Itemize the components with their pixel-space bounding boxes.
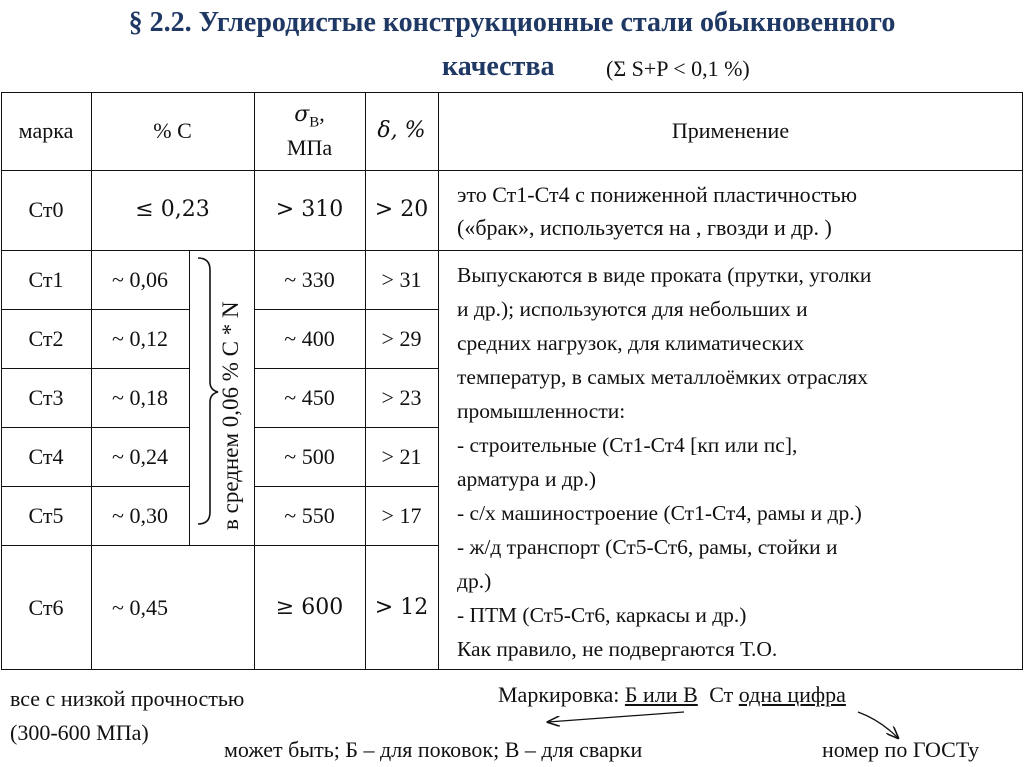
row-elongation: > 21 <box>381 443 422 469</box>
application-line: - ПТМ (Ст5-Ст6, каркасы и др.) <box>457 603 747 627</box>
header-strength-symbol: σ <box>294 101 310 127</box>
row-elongation: > 17 <box>381 502 422 528</box>
row-elongation: > 12 <box>374 594 429 620</box>
row-strength: ~ 450 <box>284 384 335 410</box>
row-strength: ~ 400 <box>284 325 335 351</box>
application-line: - строительные (Ст1-Ст4 [кп или пс], <box>457 433 798 457</box>
low-strength-range: (300-600 МПа) <box>10 720 149 745</box>
row-strength: ~ 330 <box>284 266 335 292</box>
application-line: средних нагрузок, для климатических <box>457 331 805 355</box>
row-carbon: ~ 0,30 <box>112 502 168 528</box>
application-line: и др.); используются для небольших и <box>457 297 808 321</box>
marking-line <box>498 682 846 708</box>
application-line: - с/х машиностроение (Ст1-Ст4, рамы и др.) <box>457 501 862 525</box>
header-application: Применение <box>671 118 790 143</box>
application-line: Как правило, не подвергаются Т.О. <box>457 637 778 661</box>
application-line: арматура и др.) <box>457 467 597 491</box>
row-elongation: > 20 <box>374 197 429 222</box>
header-strength-unit: МПа <box>286 135 333 161</box>
row-grade: Ст2 <box>28 325 64 351</box>
arrow-icon <box>548 712 684 722</box>
marking-st: Ст <box>709 682 734 707</box>
low-strength-note: все с низкой прочностью <box>10 686 245 711</box>
page-title-word: качества <box>442 51 555 82</box>
page-title: § 2.2. Углеродистые конструкционные стали обыкновенного <box>128 7 896 38</box>
header-strength-sep: , <box>319 100 325 126</box>
title-note: (Σ S+P < 0,1 %) <box>606 56 750 81</box>
header-carbon: % C <box>153 118 192 143</box>
application-line: - ж/д транспорт (Ст5-Ст6, рамы, стойки и <box>457 535 838 559</box>
row-grade: Ст5 <box>28 502 64 528</box>
row-elongation: > 31 <box>381 266 422 292</box>
row-elongation: > 29 <box>381 325 422 351</box>
row-strength: ~ 550 <box>284 502 335 528</box>
nitrogen-note: в среднем 0,06 % C * N <box>218 301 243 530</box>
row-carbon: ~ 0,24 <box>112 443 168 469</box>
arrow-icon <box>858 712 898 738</box>
application-line: температур, в самых металлоёмких отраслях <box>457 365 869 389</box>
row-grade: Ст3 <box>28 384 64 410</box>
application-line: промышленности: <box>457 399 626 423</box>
row-grade: Ст0 <box>28 197 64 222</box>
application-line: Выпускаются в виде проката (прутки, уголки <box>457 263 872 287</box>
application-line: («брак», используется на , гвозди и др. ) <box>457 215 832 240</box>
application-line: др.) <box>457 569 492 593</box>
marking-label: Маркировка: <box>498 682 620 707</box>
row-carbon: ~ 0,18 <box>112 384 168 410</box>
row-strength: ≥ 600 <box>275 594 344 620</box>
marking-letters: Б или В <box>624 682 698 707</box>
header-grade: марка <box>18 118 74 143</box>
header-elongation: δ, % <box>377 118 426 143</box>
row-strength: ~ 500 <box>284 443 335 469</box>
row-grade: Ст1 <box>28 266 64 292</box>
row-strength: > 310 <box>275 197 344 222</box>
application-line: это Ст1-Ст4 с пониженной пластичностью <box>457 182 858 207</box>
row-carbon: ~ 0,12 <box>112 325 168 351</box>
row-carbon: ≤ 0,23 <box>135 197 210 222</box>
gost-note: номер по ГОСТу <box>822 737 980 762</box>
header-strength-sub: В <box>309 114 320 131</box>
row-grade: Ст6 <box>28 594 64 620</box>
row-carbon: ~ 0,06 <box>112 266 168 292</box>
marking-digit: одна цифра <box>738 682 846 707</box>
may-be-note: может быть; Б – для поковок; В – для сварки <box>224 737 643 762</box>
row-grade: Ст4 <box>28 443 64 469</box>
row-elongation: > 23 <box>381 384 422 410</box>
row-carbon: ~ 0,45 <box>112 594 168 620</box>
brace-icon <box>198 258 218 524</box>
